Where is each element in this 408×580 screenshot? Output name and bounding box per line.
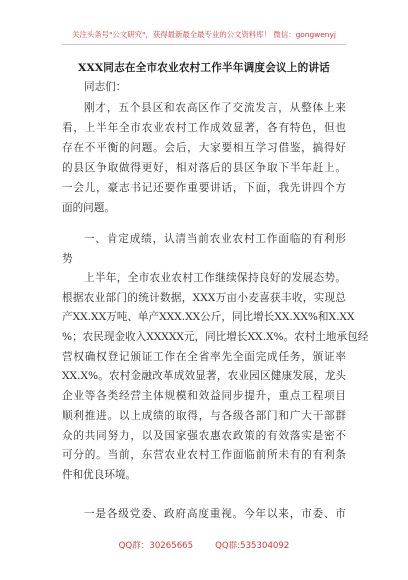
paragraph-line: 一是各级党委、政府高度重视。今年以来，市委、市 xyxy=(84,508,346,520)
header-divider xyxy=(62,44,346,45)
paragraph-line: 看，上半年全市农业农村工作成效显著，各有特色，但也 xyxy=(62,122,346,134)
paragraph-line: 产XX.XX万吨、单产XXX.XX公斤，同比增长XX.XX%和X.XX xyxy=(62,311,355,323)
paragraph-line: 企业等各类经营主体规模和效益同步提升，重点工程项目 xyxy=(62,390,346,402)
paragraph-line: XX.X%。农村金融改革成效显著，农业园区健康发展，龙头 xyxy=(62,370,346,382)
document-title: XXX同志在全市农业农村工作半年调度会议上的讲话 xyxy=(78,62,330,74)
paragraph-line: 一会儿，豪志书记还要作重要讲话，下面，我先讲四个方 xyxy=(62,182,346,194)
paragraph-line: 存在不平衡的问题。会后，大家要相互学习借鉴，搞得好 xyxy=(62,142,346,154)
paragraph-line: 上半年，全市农业农村工作继续保持良好的发展态势。 xyxy=(84,272,346,284)
paragraph-line: 顺利推进。以上成绩的取得，与各级各部门和广大干部群 xyxy=(62,410,346,422)
paragraph-line: 营权确权登记颁证工作在全省率先全面完成任务，颁证率 xyxy=(62,351,346,363)
salutation: 同志们： xyxy=(84,81,127,93)
paragraph-line: 的县区争取做得更好，相对落后的县区争取下半年赶上。 xyxy=(62,162,346,174)
paragraph-line: 根据农业部门的统计数据，XXX万亩小麦喜获丰收，实现总 xyxy=(62,292,346,304)
footer-qq-group-1: QQ群：30265665 xyxy=(118,541,194,551)
paragraph-line: 众的共同努力，以及国家强农惠农政策的有效落实是密不 xyxy=(62,430,346,442)
header-banner: 关注头条号"公文研究"，获得最新最全最专业的公文资料库！ 微信：gongwenyj xyxy=(72,30,336,39)
paragraph-line: 可分的。当前，东营农业农村工作面临前所未有的有利条 xyxy=(62,449,346,461)
paragraph-line: 件和优良环境。 xyxy=(62,469,137,481)
footer-contacts xyxy=(0,539,408,551)
footer-qq-group-2: QQ群:535304092 xyxy=(215,541,290,551)
paragraph-line: 刚才，五个县区和农高区作了交流发言，从整体上来 xyxy=(84,102,346,114)
paragraph-line: %；农民现金收入XXXXX元，同比增长XX.X%。农村土地承包经 xyxy=(62,331,369,343)
section-heading: 势 xyxy=(62,253,73,265)
paragraph-line: 面的问题。 xyxy=(62,202,115,214)
section-heading: 一、肯定成绩，认清当前农业农村工作面临的有利形 xyxy=(84,233,346,245)
